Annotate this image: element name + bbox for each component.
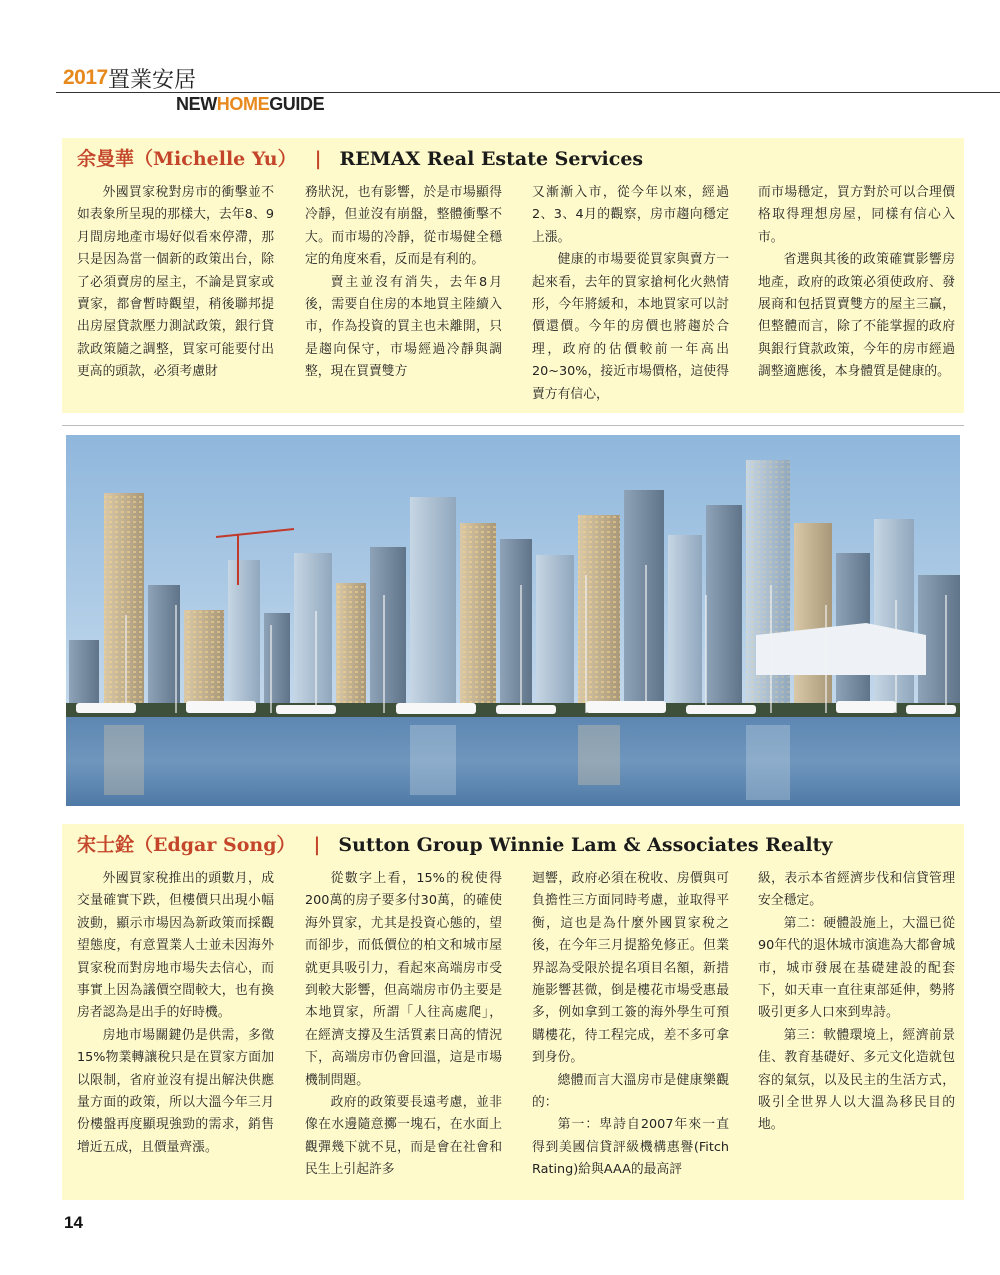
masthead-title: 置業安居 (108, 68, 197, 93)
company-name: REMAX Real Estate Services (339, 148, 644, 170)
text-column-3 (532, 182, 729, 406)
paragraph: 第一：卑詩自2007年來一直得到美國信貸評級機構惠譽(Fitch Rating)給與AAA的最高評 (532, 1117, 729, 1178)
page-number: 14 (64, 1213, 83, 1232)
paragraph: 第二：硬體設施上，大溫已從90年代的退休城市演進為大都會城市，城市發展在基礎建設的配套下，如天車一直往東部延伸，勢將吸引更多人口來到卑詩。 (758, 915, 955, 1021)
company-name: Sutton Group Winnie Lam & Associates Realty (338, 834, 833, 856)
paragraph: 外國買家稅推出的頭數月，成交量確實下跌，但樓價只出現小幅波動，顯示市場因為新政策而採觀望態度，有意置業人士並未因海外買家稅而對房地市場失去信心，而事實上因為議價空間較大，也有換房者認為是出手的好時機。 (77, 871, 274, 1021)
text-column-2 (305, 182, 502, 384)
masthead-year: 2017 (63, 66, 108, 89)
text-column-1 (77, 868, 274, 1159)
article-michelle-yu (62, 138, 964, 413)
guide-guide: GUIDE (269, 94, 325, 114)
paragraph: 迴響，政府必須在稅收、房價與可負擔性三方面同時考慮，並取得平衡，這也是為什麼外國買家稅之後，在今年三月提豁免修正。但業界認為受限於提名項目名額，新措施影響甚微，倒是樓花市場受惠最多，例如拿到工簽的海外學生可預購樓花，待工程完成，差不多可拿到身份。 (532, 871, 729, 1066)
paragraph: 總體而言大溫房市是健康樂觀的： (532, 1072, 729, 1111)
guide-home: HOME (216, 94, 270, 114)
text-column-2 (305, 868, 502, 1182)
divider (62, 425, 964, 426)
heading-separator: | (313, 834, 321, 856)
paragraph: 務狀況，也有影響，於是市場顯得冷靜，但並沒有崩盤，整體衝擊不大。而市場的冷靜，從市場健全穩定的角度來看，反而是有利的。 (305, 185, 502, 268)
masthead-rule (56, 92, 1000, 93)
heading-separator: | (314, 148, 322, 170)
author-name: 宋士銓（Edgar Song） (77, 834, 296, 856)
text-column-4 (758, 182, 955, 384)
paragraph: 級，表示本省經濟步伐和信貸管理安全穩定。 (758, 871, 955, 909)
guide-new: NEW (176, 94, 217, 114)
paragraph: 房地市場關鍵仍是供需，多徵15%物業轉讓稅只是在買家方面加以限制，省府並沒有提出解決供應量方面的政策，所以大溫今年三月份樓盤再度顯現強勁的需求，銷售增近五成，且價量齊漲。 (77, 1027, 274, 1155)
text-column-4 (758, 868, 955, 1137)
paragraph: 而市場穩定，買方對於可以合理價格取得理想房屋，同樣有信心入市。 (758, 185, 955, 245)
text-column-3 (532, 868, 729, 1182)
text-column-1 (77, 182, 274, 384)
masthead-guide (176, 94, 324, 115)
article-heading (77, 830, 832, 857)
paragraph: 第三：軟體環境上，經濟前景佳、教育基礎好、多元文化造就包容的氣氛，以及民主的生活方式，吸引全世界人以大溫為移民目的地。 (758, 1027, 955, 1133)
city-skyline-marina-photo (66, 435, 960, 806)
paragraph: 又漸漸入市，從今年以來，經過2、3、4月的觀察，房市趨向穩定上漲。 (532, 185, 729, 245)
paragraph: 外國買家稅對房市的衝擊並不如表象所呈現的那樣大，去年8、9月間房地產市場好似看來停滯，那只是因為當一個新的政策出台，除了必須賣房的屋主，不論是買家或賣家，都會暫時觀望，稍後聯邦提出房屋貸款壓力測試政策，銀行貸款政策隨之調整，買家可能要付出更高的頭款，必須考慮財 (77, 185, 274, 380)
author-name: 余曼華（Michelle Yu） (77, 148, 297, 170)
paragraph: 賣主並沒有消失，去年8月後，需要自住房的本地買主陸續入市，作為投資的買主也未離開，只是趨向保守，市場經過冷靜與調整，現在買賣雙方 (305, 274, 502, 380)
paragraph: 健康的市場要從買家與賣方一起來看，去年的買家搶柯化火熱情形，今年將緩和，本地買家可以討價還價。今年的房價也將趨於合理，政府的估價較前一年高出20~30%，接近市場價格，這使得賣方有信心， (532, 252, 729, 402)
paragraph: 從數字上看，15%的稅使得200萬的房子要多付30萬，的確使海外買家，尤其是投資心態的，望而卻步，而低價位的柏文和城市屋就更具吸引力，看起來高端房市受到較大影響，但高端房市仍主要是本地買家，所謂「人往高處爬」，在經濟支撐及生活質素日高的情況下，高端房市仍會回溫，這是市場機制問題。 (305, 871, 502, 1088)
paragraph: 政府的政策要長遠考慮，並非像在水邊隨意擲一塊石，在水面上觀彈幾下就不見，而是會在社會和民生上引起許多 (305, 1095, 502, 1178)
article-heading (77, 144, 643, 171)
paragraph: 省選與其後的政策確實影響房地產，政府的政策必須使政府、發展商和包括買賣雙方的屋主三贏，但整體而言，除了不能掌握的政府與銀行貸款政策，今年的房市經過調整適應後，本身體質是健康的。 (758, 252, 955, 380)
article-edgar-song (62, 824, 964, 1200)
